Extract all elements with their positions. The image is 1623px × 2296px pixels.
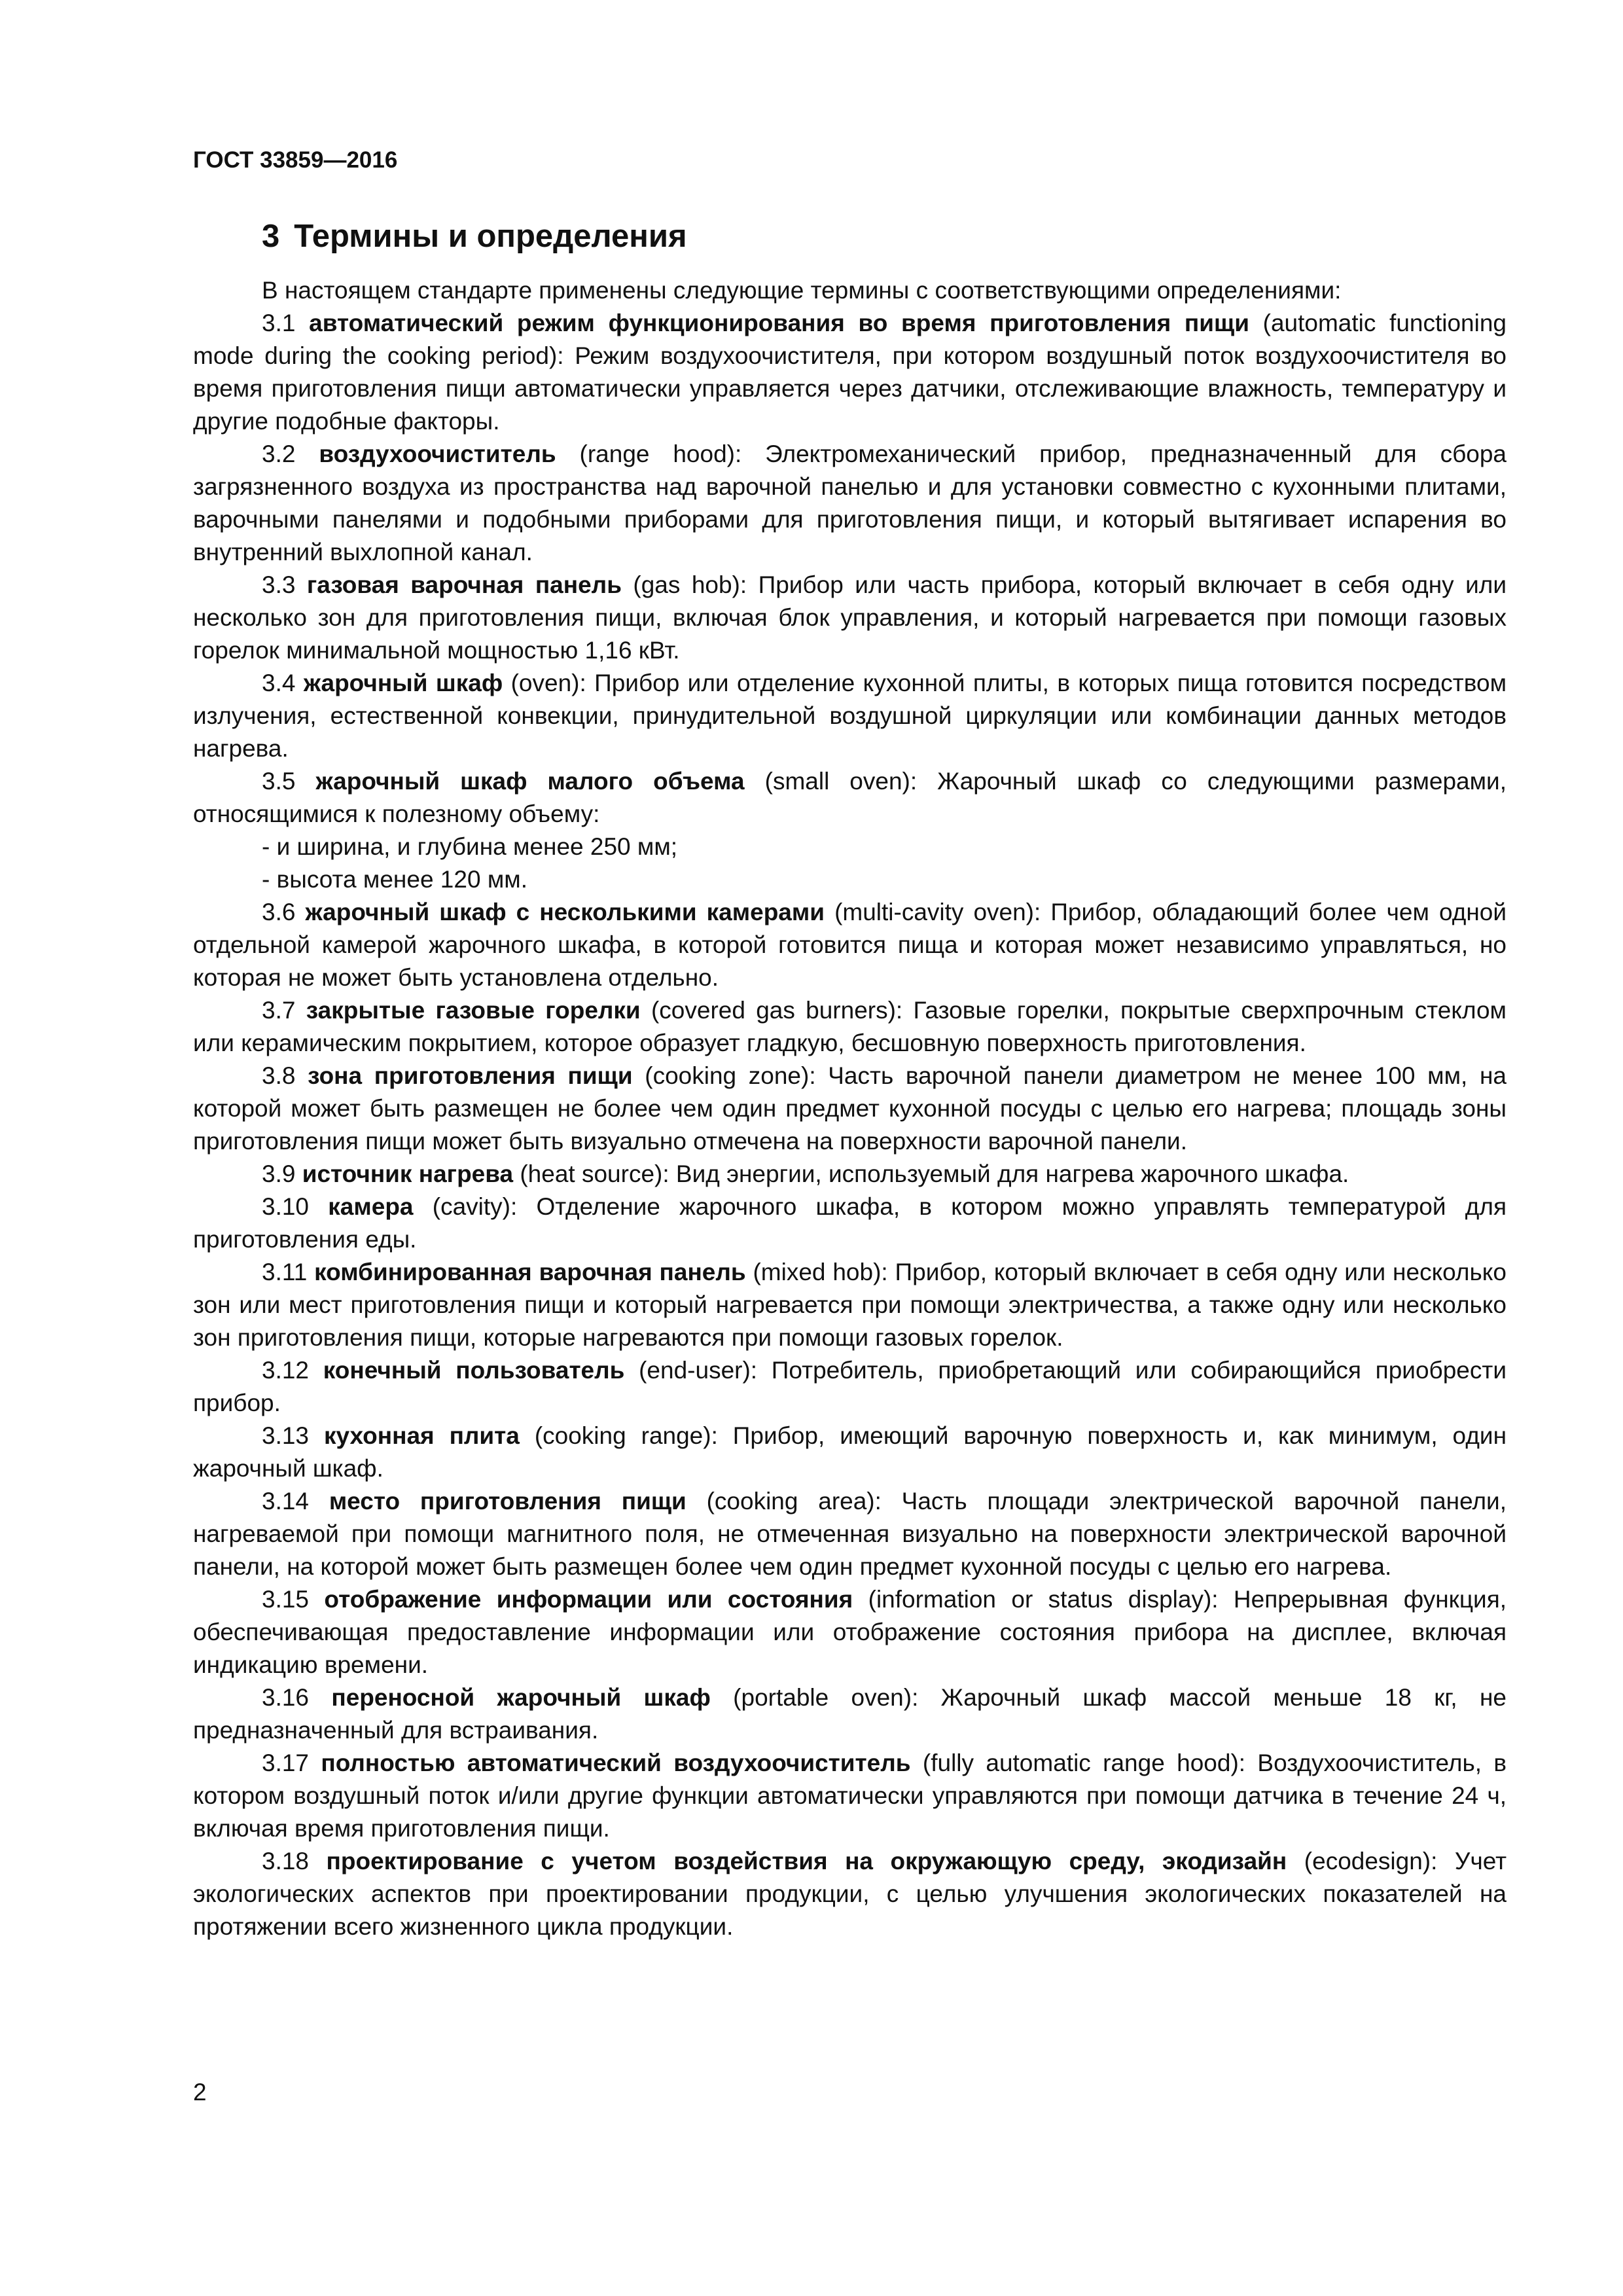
term-definition: (oven): Прибор или отделение кухонной плиты, в которых пища готовится посредством излучения, естественной конвекции, принудительной воздушной циркуляции или комбинации данных методов нагрева.	[193, 670, 1507, 762]
term-definition: (range hood): Электромеханический прибор, предназначенный для сбора загрязненного воздуха из пространства над варочной панелью и для установки совместно с кухонными плитами, варочными панелями и подобными приборами для приготовления пищи, и который вытягивает испарения во внутренний выхлопной канал.	[193, 440, 1507, 565]
term-name: жарочный шкаф с несколькими камерами	[305, 899, 825, 925]
term-name: воздухоочиститель	[319, 440, 556, 467]
term-definition: (mixed hob): Прибор, который включает в себя одну или несколько зон или мест приготовления пищи и который нагревается при помощи электричества, а также одну или несколько зон приготовления пищи, которые нагреваются при помощи газовых горелок.	[193, 1259, 1507, 1351]
term-name: переносной жарочный шкаф	[331, 1684, 711, 1711]
section-intro: В настоящем стандарте применены следующие термины с соответствующими определениями:	[262, 277, 1342, 304]
term-number: 3.18	[262, 1848, 310, 1874]
term-number: 3.5	[262, 768, 296, 795]
list-item: - высота менее 120 мм.	[262, 866, 527, 893]
term-definition: (multi-cavity oven): Прибор, обладающий более чем одной отдельной камерой жарочного шкафа, в которой готовится пища и которая может независимо управляться, но которая не может быть установлена отдельно.	[193, 899, 1507, 991]
term-name: комбинированная варочная панель	[314, 1259, 746, 1285]
term-number: 3.2	[262, 440, 296, 467]
section-number: 3	[262, 219, 280, 254]
term-definition: (gas hob): Прибор или часть прибора, который включает в себя одну или несколько зон для приготовления пищи, включая блок управления, и который нагревается при помощи газовых горелок минимальной мощностью 1,16 кВт.	[193, 571, 1507, 664]
section-title	[193, 218, 1507, 255]
term-number: 3.3	[262, 571, 296, 598]
term-definition: (fully automatic range hood): Воздухоочиститель, в котором воздушный поток и/или другие функции автоматически управляются при помощи датчика в течение 24 ч, включая время приготовления пищи.	[193, 1749, 1507, 1842]
term-name: жарочный шкаф	[303, 670, 503, 696]
term-name: жарочный шкаф малого объема	[315, 768, 745, 795]
term-name: место приготовления пищи	[329, 1488, 687, 1515]
term-entry	[193, 1681, 1507, 1747]
term-entry	[193, 1485, 1507, 1583]
term-entry	[193, 994, 1507, 1060]
term-name: проектирование с учетом воздействия на окружающую среду, экодизайн	[326, 1848, 1287, 1874]
term-number: 3.9	[262, 1160, 296, 1187]
term-name: источник нагрева	[302, 1160, 514, 1187]
term-entry	[193, 569, 1507, 667]
term-name: зона приготовления пищи	[308, 1062, 633, 1089]
term-number: 3.6	[262, 899, 296, 925]
term-definition: (automatic functioning mode during the cooking period): Режим воздухоочистителя, при котором воздушный поток воздухоочистителя во время приготовления пищи автоматически управляется через датчики, отслеживающие влажность, температуру и другие подобные факторы.	[193, 310, 1507, 435]
term-entry	[193, 307, 1507, 438]
term-number: 3.10	[262, 1193, 310, 1220]
term-definition: (information or status display): Непрерывная функция, обеспечивающая предоставление информации или отображение состояния прибора на дисплее, включая индикацию времени.	[193, 1586, 1507, 1678]
term-number: 3.14	[262, 1488, 310, 1515]
term-name: конечный пользователь	[323, 1357, 625, 1384]
term-number: 3.16	[262, 1684, 310, 1711]
term-definition: (end-user): Потребитель, приобретающий или собирающийся приобрести прибор.	[193, 1357, 1507, 1416]
term-entry	[193, 1747, 1507, 1845]
term-name: газовая варочная панель	[306, 571, 622, 598]
terms-list	[193, 307, 1507, 831]
list-item: - и ширина, и глубина менее 250 мм;	[262, 833, 678, 860]
term-name: камера	[328, 1193, 414, 1220]
term-definition: (covered gas burners): Газовые горелки, покрытые сверхпрочным стеклом или керамическим покрытием, которое образует гладкую, бесшовную поверхность приготовления.	[193, 997, 1507, 1056]
term-entry	[193, 1845, 1507, 1943]
section-title-text: Термины и определения	[294, 219, 687, 254]
term-name: полностью автоматический воздухоочиститель	[321, 1749, 911, 1776]
term-entry	[193, 896, 1507, 994]
term-entry	[193, 438, 1507, 569]
term-entry	[193, 1583, 1507, 1681]
term-definition: (heat source): Вид энергии, используемый для нагрева жарочного шкафа.	[520, 1160, 1349, 1187]
terms-list-continued	[193, 896, 1507, 1943]
term-entry	[193, 765, 1507, 831]
term-entry	[193, 1191, 1507, 1256]
page-number: 2	[193, 2079, 207, 2106]
term-entry	[193, 667, 1507, 765]
term-number: 3.1	[262, 310, 296, 336]
term-definition: (cooking area): Часть площади электрической варочной панели, нагреваемой при помощи магнитного поля, не отмеченная визуально на поверхности электрической варочной панели, на которой может быть размещен более чем один предмет кухонной посуды с целью его нагрева.	[193, 1488, 1507, 1580]
term-number: 3.8	[262, 1062, 296, 1089]
term-number: 3.13	[262, 1422, 310, 1449]
term-number: 3.15	[262, 1586, 310, 1613]
term-number: 3.4	[262, 670, 296, 696]
document-header: ГОСТ 33859—2016	[193, 147, 398, 173]
term-definition: (cavity): Отделение жарочного шкафа, в котором можно управлять температурой для приготовления еды.	[193, 1193, 1507, 1253]
term-entry	[193, 1060, 1507, 1158]
term-number: 3.17	[262, 1749, 310, 1776]
term-name: закрытые газовые горелки	[306, 997, 641, 1024]
term-name: автоматический режим функционирования во время приготовления пищи	[309, 310, 1249, 336]
term-entry	[193, 1256, 1507, 1354]
term-entry	[193, 1420, 1507, 1485]
size-list	[193, 831, 1507, 896]
term-name: отображение информации или состояния	[324, 1586, 853, 1613]
term-number: 3.11	[262, 1259, 308, 1285]
term-definition: (ecodesign): Учет экологических аспектов при проектировании продукции, с целью улучшения экологических показателей на протяжении всего жизненного цикла продукции.	[193, 1848, 1507, 1940]
term-entry	[193, 1354, 1507, 1420]
term-number: 3.12	[262, 1357, 310, 1384]
term-definition: (cooking range): Прибор, имеющий варочную поверхность и, как минимум, один жарочный шкаф.	[193, 1422, 1507, 1482]
term-name: кухонная плита	[323, 1422, 520, 1449]
term-definition: (portable oven): Жарочный шкаф массой меньше 18 кг, не предназначенный для встраивания.	[193, 1684, 1507, 1744]
term-number: 3.7	[262, 997, 296, 1024]
term-entry	[193, 1158, 1507, 1191]
term-definition: (small oven): Жарочный шкаф со следующими размерами, относящимися к полезному объему:	[193, 768, 1507, 827]
term-definition: (cooking zone): Часть варочной панели диаметром не менее 100 мм, на которой может быть размещен не более чем один предмет кухонной посуды с целью его нагрева; площадь зоны приготовления пищи может быть визуально отмечена на поверхности варочной панели.	[193, 1062, 1507, 1155]
